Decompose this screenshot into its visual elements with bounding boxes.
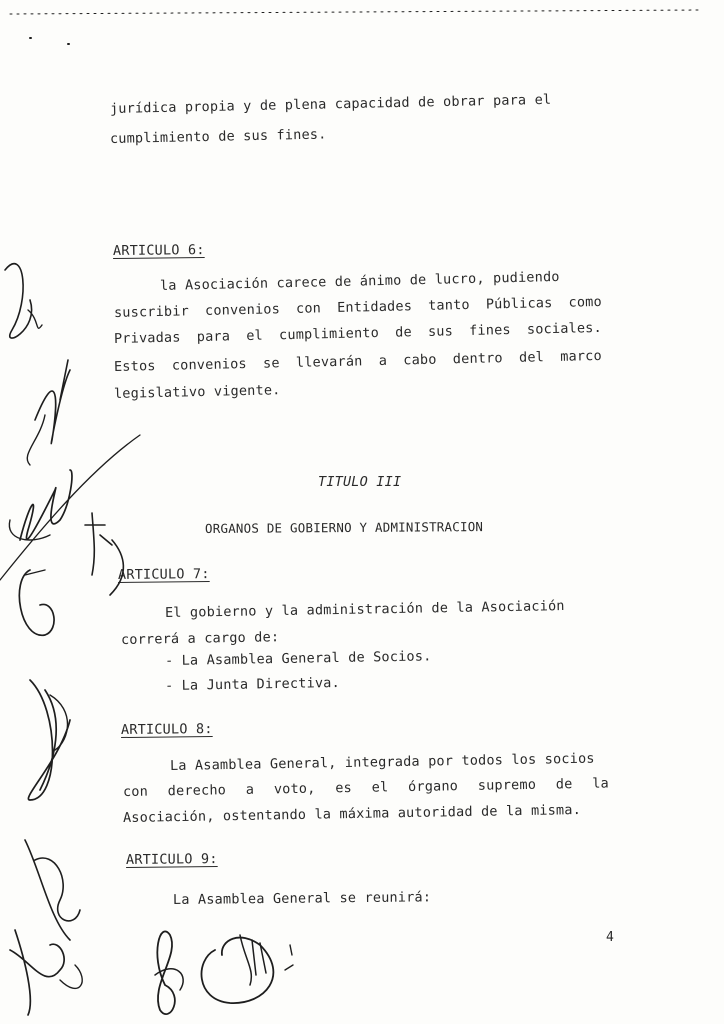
- article-7-line: El gobierno y la administración de la Asociación: [164, 598, 565, 621]
- page-number: 4: [606, 930, 614, 945]
- article-8-line: La Asamblea General, integrada por todos los socios: [169, 750, 595, 774]
- article-8-line: con derecho a voto, es el órgano supremo de la: [122, 775, 610, 800]
- article-7-line: - La Asamblea General de Socios.: [164, 648, 432, 669]
- intro-line-2: cumplimiento de sus fines.: [109, 126, 327, 147]
- article-9-heading: ARTICULO 9:: [125, 851, 218, 868]
- article-8-line: Asociación, ostentando la máxima autoridad de la misma.: [122, 802, 582, 826]
- article-6-line: la Asociación carece de ánimo de lucro, pudiendo: [159, 268, 560, 294]
- article-7-line: correrá a cargo de:: [120, 629, 280, 648]
- bottom-signatures: [140, 915, 340, 1020]
- intro-line-1: jurídica propia y de plena capacidad de obrar para el: [109, 91, 552, 117]
- article-6-line: Privadas para el cumplimiento de sus fines sociales.: [113, 319, 603, 347]
- article-7-line: - La Junta Directiva.: [164, 674, 341, 694]
- margin-signatures: [0, 240, 150, 1020]
- article-7-heading: ARTICULO 7:: [117, 566, 210, 583]
- titulo-number: TITULO III: [318, 474, 402, 490]
- article-6-heading: ARTICULO 6:: [112, 242, 205, 259]
- article-6-line: suscribir convenios con Entidades tanto Públicas como: [113, 293, 603, 321]
- article-6-line: legislativo vigente.: [113, 382, 281, 402]
- article-9-line: La Asamblea General se reunirá:: [172, 889, 432, 908]
- scan-edge-artifact: [0, 0, 724, 60]
- titulo-subtitle: ORGANOS DE GOBIERNO Y ADMINISTRACION: [204, 519, 484, 536]
- article-8-heading: ARTICULO 8:: [120, 721, 213, 738]
- article-6-line: Estos convenios se llevarán a cabo dentro del marco: [113, 347, 603, 375]
